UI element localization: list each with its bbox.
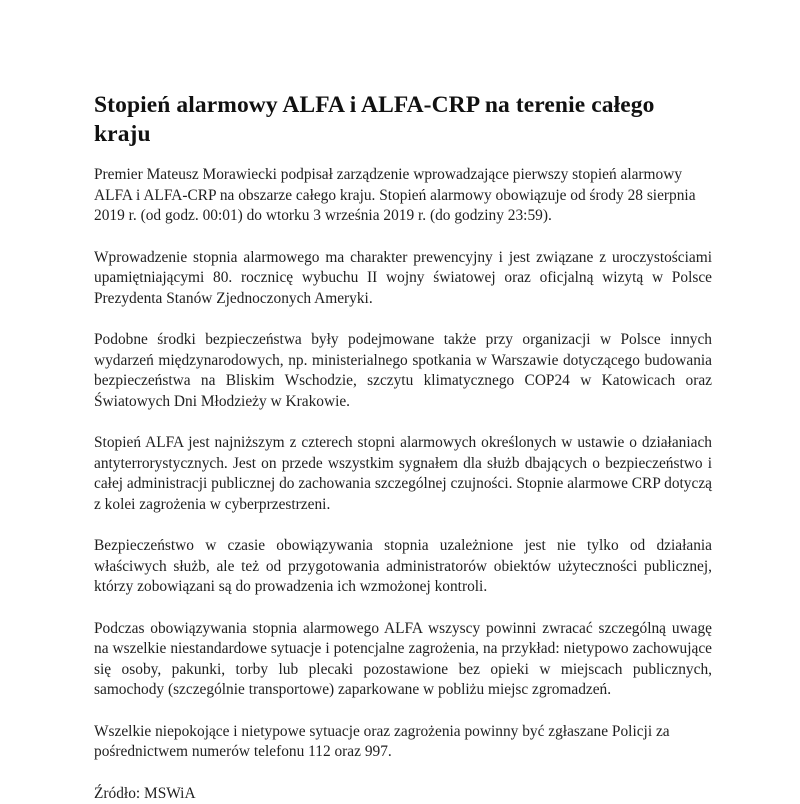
cutoff-next-line [94, 771, 712, 783]
paragraph-security-responsibility: Bezpieczeństwo w czasie obowiązywania stopnia uzależnione jest nie tylko od działania właściwych służb, ale też od przygotowania administratorów obiektów użyteczności publicznej, którzy zobowiązani są do prowadzenia ich wzmożonej kontroli. [94, 536, 712, 598]
paragraph-announcement: Premier Mateusz Morawiecki podpisał zarządzenie wprowadzające pierwszy stopień alarmowy ALFA i ALFA-CRP na obszarze całego kraju. Stopień alarmowy obowiązuje od środy 28 sierpnia 2019 r. (od godz. 00:01) do wtorku 3 września 2019 r. (do godziny 23:59). [94, 165, 712, 227]
paragraph-precedents: Podobne środki bezpieczeństwa były podejmowane także przy organizacji w Polsce innych wydarzeń międzynarodowych, np. ministerialnego spotkania w Warszawie dotyczącego budowania bezpieczeństwa na Bliskim Wschodzie, szczytu klimatycznego COP24 w Katowicach oraz Światowych Dni Młodzieży w Krakowie. [94, 330, 712, 412]
document-title: Stopień alarmowy ALFA i ALFA-CRP na terenie całego kraju [94, 91, 712, 149]
source-attribution: Źródło: MSWiA [94, 784, 712, 804]
paragraph-reason: Wprowadzenie stopnia alarmowego ma charakter prewencyjny i jest związane z uroczystościami upamiętniającymi 80. rocznicę wybuchu II wojny światowej oraz oficjalną wizytą w Polsce Prezydenta Stanów Zjednoczonych Ameryki. [94, 248, 712, 310]
document-page [94, 91, 712, 804]
paragraph-reporting-numbers: Wszelkie niepokojące i nietypowe sytuacje oraz zagrożenia powinny być zgłaszane Policji za pośrednictwem numerów telefonu 112 oraz 997. [94, 722, 712, 763]
cutoff-line-text [94, 771, 712, 783]
paragraph-alfa-definition: Stopień ALFA jest najniższym z czterech stopni alarmowych określonych w ustawie o działaniach antyterrorystycznych. Jest on przede wszystkim sygnałem dla służb dbających o bezpieczeństwo i całej administracji publicznej do zachowania szczególnej czujności. Stopnie alarmowe CRP dotyczą z kolei zagrożenia w cyberprzestrzeni. [94, 433, 712, 515]
paragraph-vigilance-guidance: Podczas obowiązywania stopnia alarmowego ALFA wszyscy powinni zwracać szczególną uwagę na wszelkie niestandardowe sytuacje i potencjalne zagrożenia, na przykład: nietypowo zachowujące się osoby, pakunki, torby lub plecaki pozostawione bez opieki w miejscach publicznych, samochody (szczególnie transportowe) zaparkowane w pobliżu miejsc zgromadzeń. [94, 619, 712, 701]
